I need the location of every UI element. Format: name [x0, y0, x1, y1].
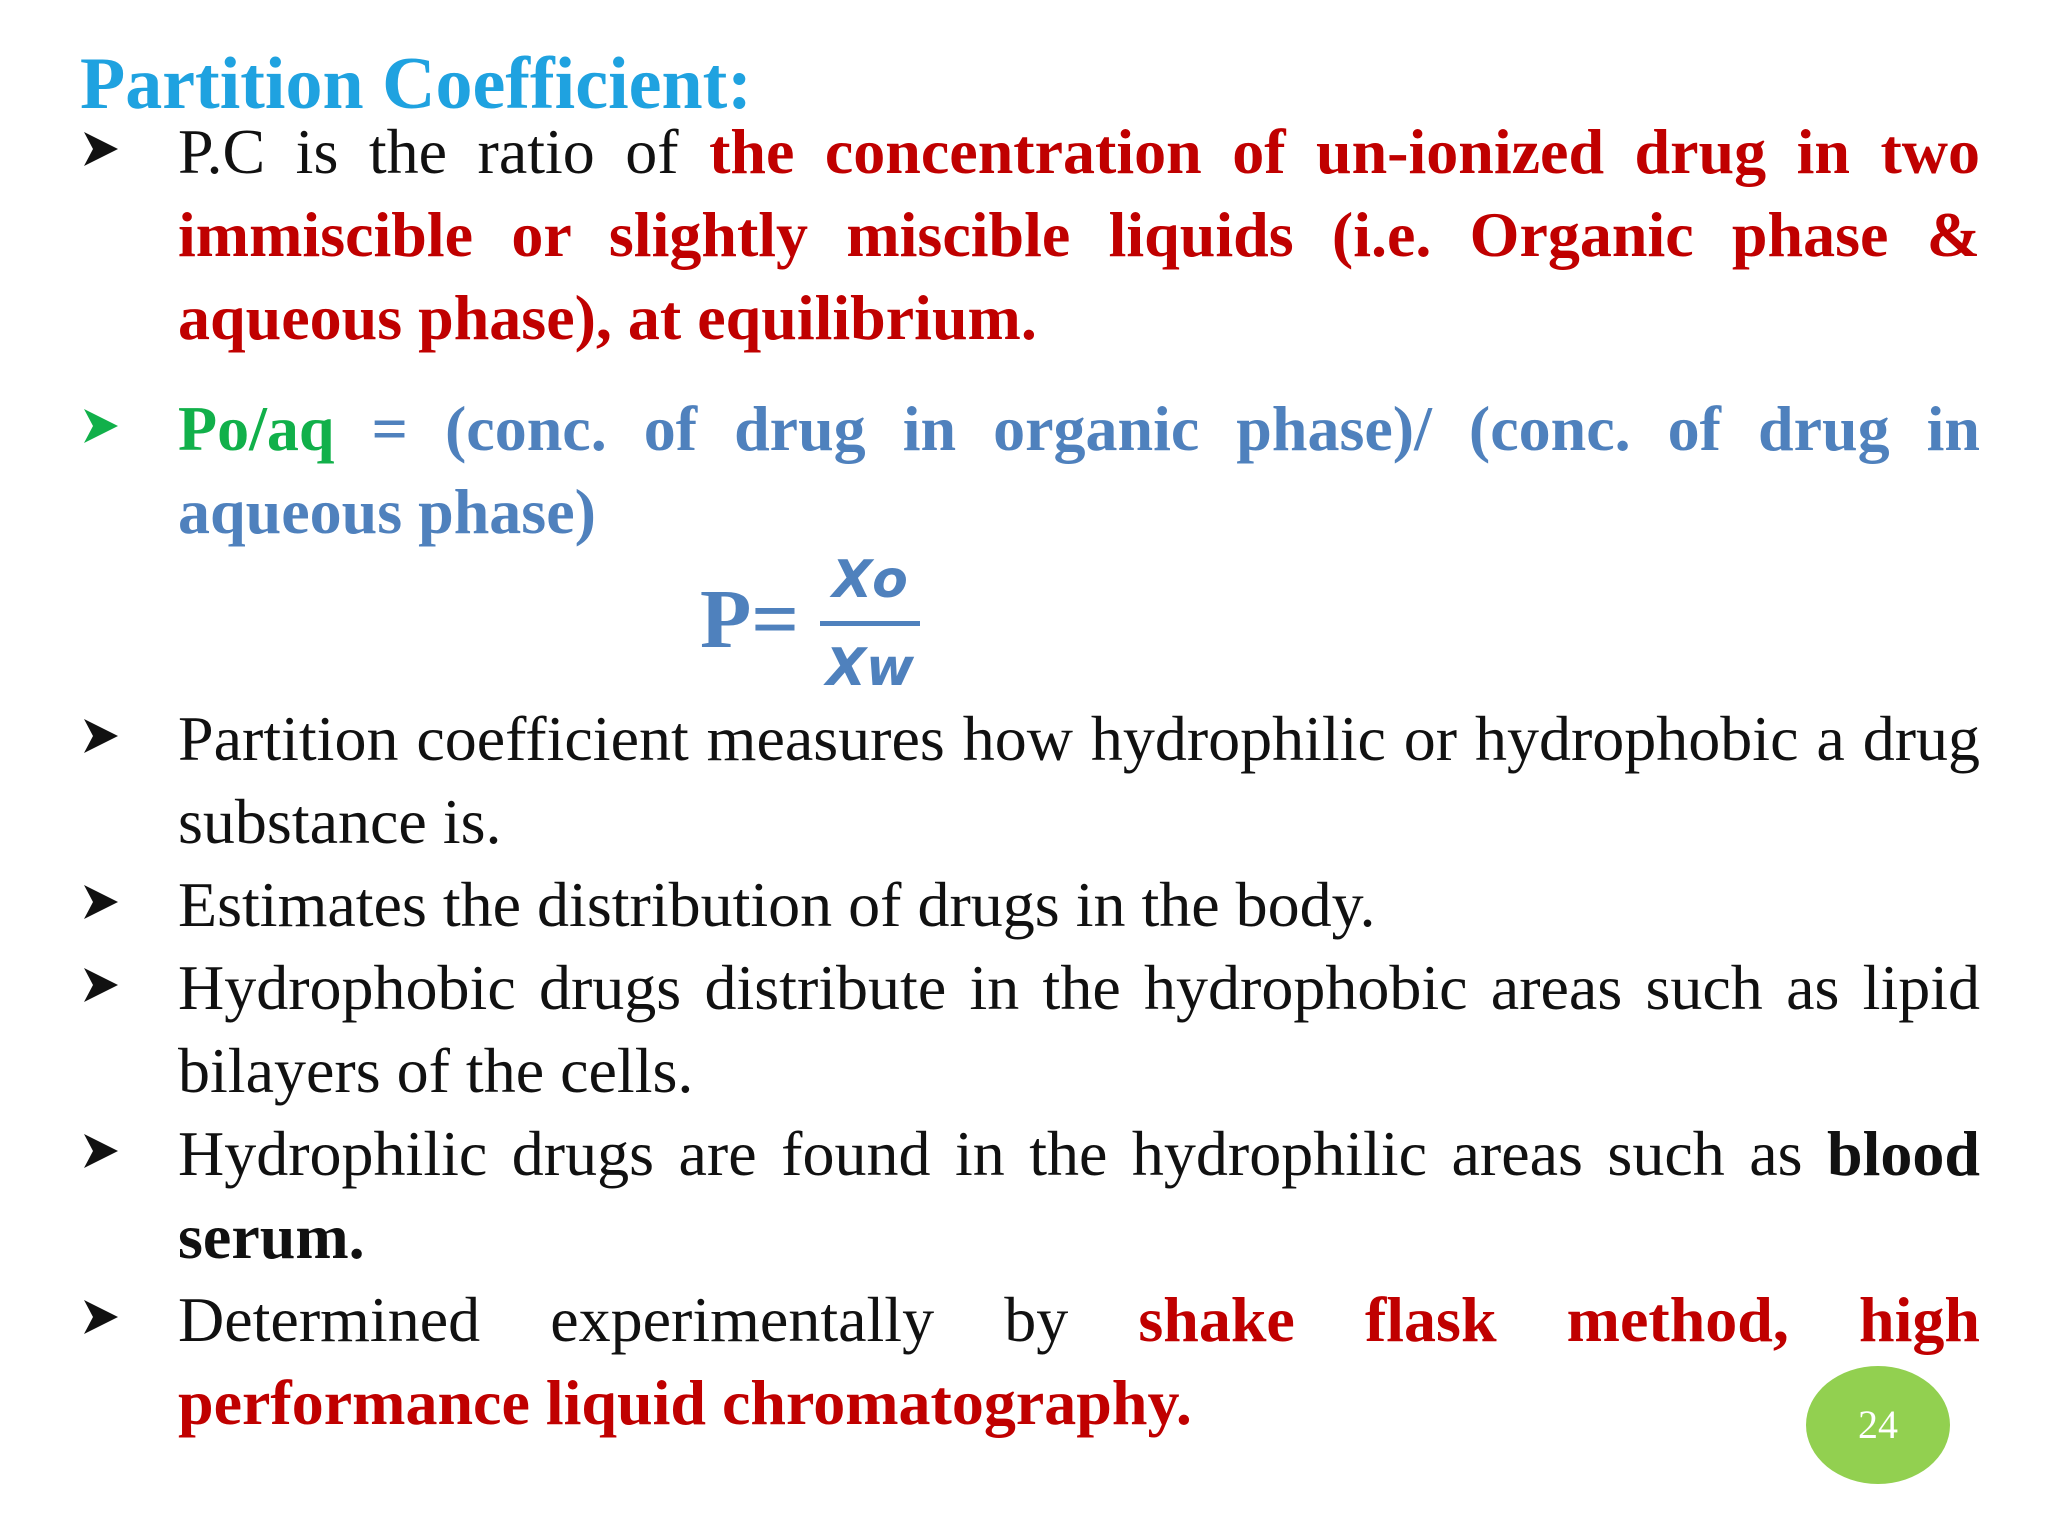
arrowhead-bullet-icon [80, 110, 170, 193]
bullet-text-emphasis: shake flask method, high performance liquid chromatography. [178, 1284, 1980, 1438]
bullet-po-aq [80, 387, 1980, 553]
bullet-text [178, 110, 1980, 359]
bullet-text: Hydrophobic drugs distribute in the hydrophobic areas such as lipid bilayers of the cells. [178, 952, 1980, 1106]
bullet-hydrophobic [80, 946, 1980, 1112]
po-aq-label: Po/aq [178, 393, 335, 464]
bullet-definition [80, 110, 1980, 359]
bullet-text [178, 1278, 1980, 1444]
bullet-measure [80, 697, 1980, 863]
formula-numerator: Xo [832, 550, 908, 610]
slide-title: Partition Coefficient: [80, 43, 752, 125]
formula-lhs: P= [700, 573, 800, 666]
bullet-text-plain: P.C is the ratio of [178, 116, 710, 187]
arrowhead-bullet-icon [80, 697, 170, 780]
bullet-text: Partition coefficient measures how hydrophilic or hydrophobic a drug substance is. [178, 703, 1980, 857]
arrowhead-bullet-icon [80, 1112, 170, 1195]
fraction-bar [820, 621, 920, 626]
bullet-text-bold: blood serum. [178, 1118, 1980, 1272]
bullet-text-plain: Determined experimentally by [178, 1284, 1139, 1355]
po-aq-definition: = (conc. of drug in organic phase)/ (conc. of drug in aqueous phase) [178, 393, 1980, 547]
arrowhead-bullet-icon [80, 863, 170, 946]
arrowhead-bullet-icon [80, 946, 170, 1029]
bullet-text [178, 387, 1980, 553]
bullet-hydrophilic [80, 1112, 1980, 1278]
formula-denominator: Xw [825, 638, 915, 698]
bullet-text: Estimates the distribution of drugs in the body. [178, 869, 1376, 940]
bullet-text-plain: Hydrophilic drugs are found in the hydrophilic areas such as [178, 1118, 1828, 1189]
bullet-text [178, 1112, 1980, 1278]
page-number-badge: 24 [1806, 1366, 1950, 1484]
arrowhead-bullet-icon [80, 387, 170, 470]
bullet-distribution [80, 863, 1980, 946]
bullet-text-emphasis: the concentration of un-ionized drug in two immiscible or slightly miscible liquids (i.e. Organic phase & aqueous phase), at equilibrium. [178, 116, 1981, 353]
arrowhead-bullet-icon [80, 1278, 170, 1361]
bullet-determination [80, 1278, 1980, 1444]
